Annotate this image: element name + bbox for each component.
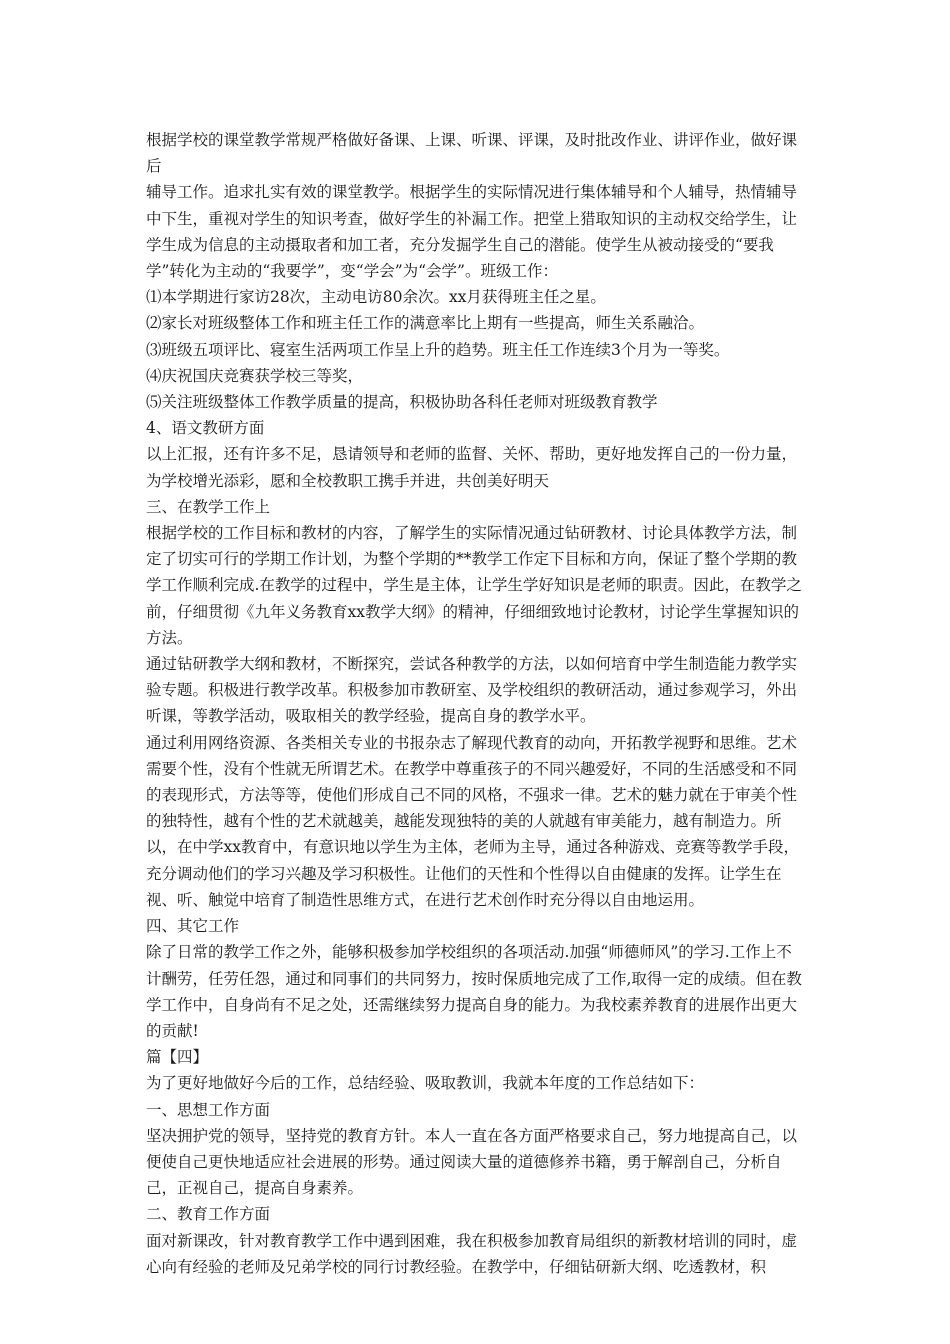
section-heading: 一、思想工作方面 [146, 1100, 271, 1119]
paragraph: 通过钻研教学大纲和教材，不断探究，尝试各种教学的方法，以如何培育中学生制造能力教学实验专题。积极进行教学改革。积极参加市教研室、及学校组织的教研活动，通过参观学习，外出听课，等教学活动，吸取相关的教学经验，提高自身的教学水平。 [146, 655, 798, 726]
paragraph: 除了日常的教学工作之外，能够积极参加学校组织的各项活动.加强“师德师风”的学习.工作上不计酬劳，任劳任怨，通过和同事们的共同努力，按时保质地完成了工作,取得一定的成绩。但在教学工作中，自身尚有不足之处，还需继续努力提高自身的能力。为我校素养教育的进展作出更大的贡献! [146, 943, 802, 1040]
paragraph: 为了更好地做好今后的工作，总结经验、吸取教训，我就本年度的工作总结如下： [146, 1074, 705, 1093]
list-item: ⑷庆祝国庆竞赛获学校三等奖， [146, 366, 364, 385]
document-body [146, 127, 806, 1280]
section-heading: 四、其它工作 [146, 917, 240, 936]
section-heading: 4、语文教研方面 [146, 419, 265, 438]
list-item: ⑴本学期进行家访28次，主动电访80余次。xx月获得班主任之星。 [146, 288, 606, 307]
paragraph: 面对新课改，针对教育教学工作中遇到困难，我在积极参加教育局组织的新教材培训的同时，虚心向有经验的老师及兄弟学校的同行讨教经验。在教学中，仔细钻研新大纲、吃透教材，积 [146, 1231, 798, 1276]
paragraph: 以上汇报，还有许多不足，恳请领导和老师的监督、关怀、帮助，更好地发挥自己的一份力量，为学校增光添彩，愿和全校教职工携手并进，共创美好明天 [146, 445, 798, 490]
paragraph: 根据学校的工作目标和教材的内容，了解学生的实际情况通过钻研教材、讨论具体教学方法，制定了切实可行的学期工作计划，为整个学期的**教学工作定下目标和方向，保证了整个学期的教学工作顺利完成.在教学的过程中，学生是主体，让学生学好知识是老师的职责。因此，在教学之前，仔细贯彻《九年义务教育xx教学大纲》的精神，仔细细致地讨论教材，讨论学生掌握知识的方法。 [146, 524, 802, 647]
list-item: ⑶班级五项评比、寝室生活两项工作呈上升的趋势。班主任工作连续3个月为一等奖。 [146, 340, 730, 359]
paragraph: 坚决拥护党的领导，坚持党的教育方针。本人一直在各方面严格要求自己，努力地提高自己，以便使自己更快地适应社会进展的形势。通过阅读大量的道德修养书籍，勇于解剖自己，分析自己，正视自己，提高自身素养。 [146, 1126, 798, 1198]
paragraph: 辅导工作。追求扎实有效的课堂教学。根据学生的实际情况进行集体辅导和个人辅导，热情辅导中下生，重视对学生的知识考查，做好学生的补漏工作。把堂上猎取知识的主动权交给学生，让学生成为信息的主动摄取者和加工者，充分发掘学生自己的潜能。使学生从被动接受的“要我学”转化为主动的“我要学”，变“学会”为“会学”。班级工作： [146, 183, 798, 281]
chapter-heading: 篇【四】 [146, 1048, 209, 1067]
section-heading: 三、在教学工作上 [146, 497, 271, 516]
paragraph: 通过利用网络资源、各类相关专业的书报杂志了解现代教育的动向，开拓教学视野和思维。艺术需要个性，没有个性就无所谓艺术。在教学中尊重孩子的不同兴趣爱好，不同的生活感受和不同的表现形式，方法等等，使他们形成自己不同的风格，不强求一律。艺术的魅力就在于审美个性的独特性，越有个性的艺术就越美，越能发现独特的美的人就越有审美能力，越有制造力。所以，在中学xx教育中，有意识地以学生为主体，老师为主导，通过各种游戏、竞赛等教学手段，充分调动他们的学习兴趣及学习积极性。让他们的天性和个性得以自由健康的发挥。让学生在视、听、触觉中培育了制造性思维方式，在进行艺术创作时充分得以自由地运用。 [146, 733, 799, 909]
list-item: ⑸关注班级整体工作教学质量的提高，积极协助各科任老师对班级教育教学 [146, 393, 658, 412]
paragraph: 根据学校的课堂教学常规严格做好备课、上课、听课、评课，及时批改作业、讲评作业，做好课后 [146, 131, 798, 176]
section-heading: 二、教育工作方面 [146, 1205, 271, 1224]
list-item: ⑵家长对班级整体工作和班主任工作的满意率比上期有一些提高，师生关系融洽。 [146, 314, 705, 333]
